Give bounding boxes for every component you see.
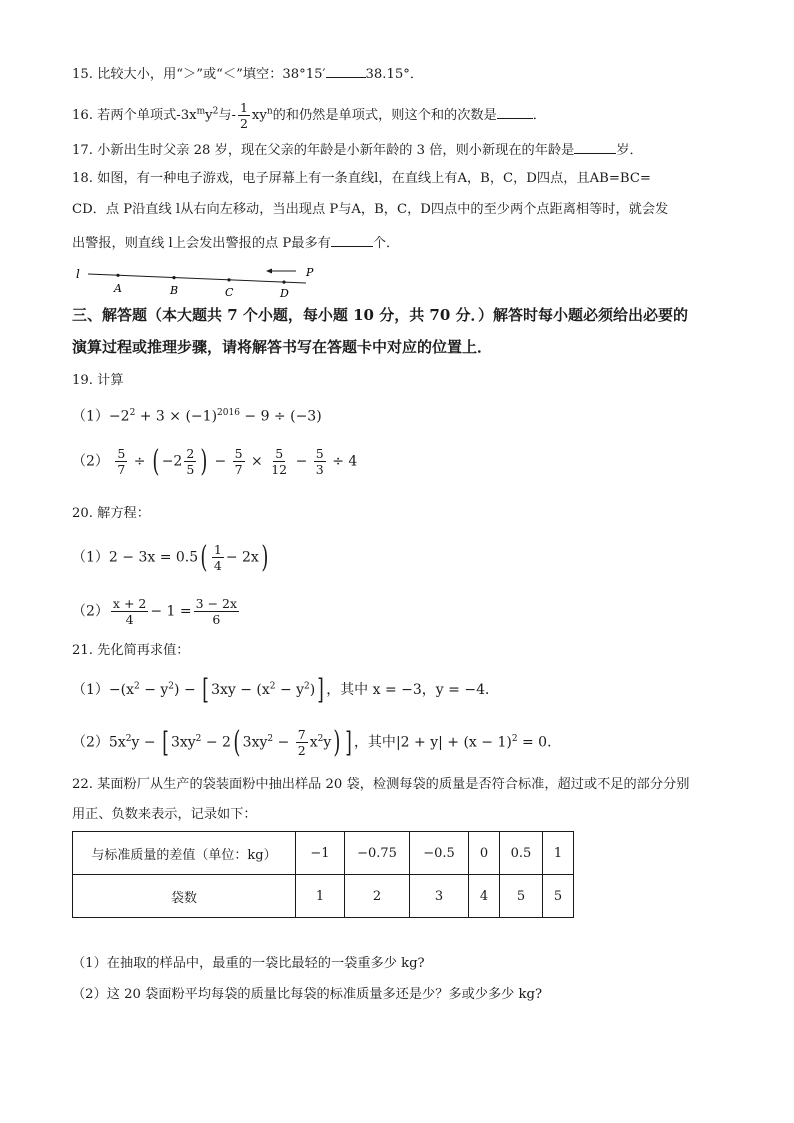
q16-text-6: ． <box>532 108 546 123</box>
q16-frac-num: 1 <box>239 100 248 115</box>
left-paren: ( <box>233 724 241 760</box>
question-17 <box>72 140 643 160</box>
right-paren: ) <box>333 724 341 760</box>
q20-p1-lhs: 2 − 3x = 0.5 <box>108 549 199 566</box>
q16-exp-m: m <box>196 106 206 117</box>
q19-p2-op2: − <box>214 453 227 470</box>
q15-answer-blank[interactable] <box>326 64 366 78</box>
q22-sub-1: （1）在抽取的样品中，最重的一袋比最轻的一袋重多少 kg? <box>72 956 425 971</box>
question-18-line-3 <box>72 233 399 253</box>
q18-answer-blank[interactable] <box>331 233 373 247</box>
q19-p1-b: + 3 × <box>135 408 186 425</box>
q19-p2-frac-5 <box>314 446 326 477</box>
q16-fraction <box>238 100 250 131</box>
q16-text-4: xy <box>251 108 267 123</box>
diff-cell: −1 <box>296 832 345 875</box>
q18-text-after: 个． <box>372 236 400 251</box>
q21-p2-cond3: = 0． <box>517 734 562 751</box>
right-bracket: ] <box>317 673 324 706</box>
q20-p1-frac <box>212 542 224 573</box>
q19-p2-frac-4 <box>269 446 289 477</box>
exp-2: 2 <box>168 681 175 692</box>
q21-p2-frac <box>296 727 308 758</box>
frac-num: 2 <box>186 446 195 461</box>
section-3-heading-line-2: 演算过程或推理步骤，请将解答书写在答题卡中对应的位置上． <box>72 338 493 356</box>
exp-2: 2 <box>511 733 518 744</box>
frac-den: 4 <box>125 612 134 627</box>
q16-answer-blank[interactable] <box>497 105 533 119</box>
q15-text: 15. 比较大小，用“＞”或“＜”填空：38°15′ <box>72 67 326 82</box>
left-paren: ( <box>200 539 208 575</box>
q19-p1-c: (−1) <box>185 408 218 425</box>
diff-cell: 0.5 <box>500 832 543 875</box>
count-cell: 5 <box>500 875 543 918</box>
q19-p1-a: −2 <box>108 408 130 425</box>
question-18-line-2: CD．点 P沿直线 l从右向左移动，当出现点 P与A，B，C，D四点中的至少两个点距离相等时，就会发 <box>72 202 669 217</box>
q19-p2-tail: ÷ 4 <box>332 453 358 470</box>
diff-cell: −0.5 <box>410 832 469 875</box>
frac-num: 5 <box>315 446 324 461</box>
arrow-head-icon <box>266 269 272 274</box>
q21-p2-c2: − <box>273 734 294 751</box>
q21-part-2 <box>72 724 562 760</box>
q16-text-2: y <box>205 108 213 123</box>
q19-p1-a-exp: 2 <box>129 408 136 418</box>
exp-2: 2 <box>317 733 324 744</box>
frac-den: 2 <box>297 743 306 758</box>
frac-num: 3 − 2x <box>195 596 238 611</box>
q19-p2-label: （2） <box>72 453 109 470</box>
exp-2: 2 <box>195 733 202 744</box>
q19-p1-d: − 9 ÷ (−3) <box>239 408 322 425</box>
q21-p2-b2: − 2 <box>201 734 231 751</box>
section-3-heading-line-1: 三、解答题（本大题共 7 个小题，每小题 10 分，共 70 分．）解答时每小题必须给出必要的 <box>72 306 689 324</box>
q19-p2-frac-1 <box>115 446 127 477</box>
question-20-title: 20. 解方程： <box>72 506 150 521</box>
q21-p2-cond2: |2 + y| + (x − 1) <box>395 734 512 751</box>
right-paren: ) <box>200 443 208 479</box>
frac-den: 3 <box>315 462 324 477</box>
q17-text-after: 岁． <box>616 143 643 158</box>
frac-num: 1 <box>213 542 222 557</box>
q19-part-1 <box>72 404 322 426</box>
q20-p2-label: （2） <box>72 603 109 620</box>
diff-cell: 0 <box>469 832 500 875</box>
diff-cell: 1 <box>543 832 574 875</box>
q20-part-1 <box>72 539 271 575</box>
frac-num: 5 <box>117 446 126 461</box>
q20-part-2 <box>72 596 241 627</box>
question-19-title: 19. 计算 <box>72 373 124 388</box>
q21-p1-b: − y <box>139 682 169 698</box>
q21-p2-cond1: ，其中 <box>353 734 396 751</box>
q21-p2-d2: y <box>323 734 332 751</box>
table-row <box>73 832 574 875</box>
q21-p2-a2: y − <box>131 734 161 751</box>
frac-den: 5 <box>186 462 195 477</box>
question-15 <box>72 64 423 84</box>
q21-p1-condition: ，其中 x = −3，y = −4． <box>326 682 499 698</box>
q21-p1-a: −(x <box>108 682 135 698</box>
count-cell: 4 <box>469 875 500 918</box>
question-16 <box>72 100 546 131</box>
q20-p2-frac-2 <box>194 596 239 627</box>
question-18-line-1: 18. 如图，有一种电子游戏，电子屏幕上有一条直线l，在直线上有A，B，C，D四点，且AB=BC= <box>72 171 651 186</box>
q20-p2-frac-1 <box>111 596 148 627</box>
q16-frac-den: 2 <box>239 116 248 131</box>
exp-2: 2 <box>304 681 310 692</box>
left-bracket: [ <box>162 725 169 759</box>
q19-p2-op3: × <box>251 453 263 470</box>
right-bracket: ] <box>345 725 352 759</box>
q16-text-5: 的和仍然是单项式，则这个和的次数是 <box>272 108 497 123</box>
label-p: P <box>306 266 314 279</box>
q21-p1-c: ) − <box>174 682 201 698</box>
q17-text: 17. 小新出生时父亲 28 岁，现在父亲的年龄是小新年龄的 3 倍，则小新现在的年龄是 <box>72 143 575 158</box>
q21-p2-d: x <box>309 734 318 751</box>
point-a <box>116 274 119 277</box>
frac-num: x + 2 <box>112 596 147 611</box>
q18-figure <box>70 262 330 298</box>
q19-part-2 <box>72 443 358 479</box>
q20-p2-mid: − 1 = <box>150 603 192 620</box>
point-b <box>172 276 175 279</box>
label-l: l <box>76 267 80 281</box>
q16-exp-n: n <box>266 106 273 117</box>
q21-p2-label: （2） <box>72 734 109 751</box>
q21-part-1 <box>72 673 499 706</box>
q21-p2-b: 3xy <box>170 734 196 751</box>
q21-p1-label: （1） <box>72 682 109 698</box>
count-cell: 1 <box>296 875 345 918</box>
diff-cell: −0.75 <box>345 832 410 875</box>
exp-2: 2 <box>134 681 140 692</box>
q19-p2-frac-2 <box>184 446 196 477</box>
question-21-title: 21. 先化简再求值： <box>72 643 190 658</box>
frac-den: 6 <box>212 612 221 627</box>
q15-text-after: 38.15°． <box>365 67 424 82</box>
table-row <box>73 875 574 918</box>
point-d <box>282 281 285 284</box>
q19-p2-op1: ÷ <box>133 453 146 470</box>
q19-p2-mixed-whole: −2 <box>161 453 183 470</box>
q19-p2-op4: − <box>295 453 308 470</box>
exp-2: 2 <box>269 681 276 692</box>
q22-sub-2: （2）这 20 袋面粉平均每袋的质量比每袋的标准质量多还是少？多或少多少 kg? <box>72 987 543 1002</box>
count-cell: 2 <box>345 875 410 918</box>
left-paren: ( <box>152 443 160 479</box>
frac-den: 7 <box>234 462 243 477</box>
frac-num: 7 <box>297 727 306 742</box>
frac-num: 5 <box>275 446 284 461</box>
q20-p1-rest: − 2x <box>225 549 259 566</box>
frac-den: 7 <box>117 462 126 477</box>
q18-text: 出警报，则直线 l上会发出警报的点 P最多有 <box>72 236 331 251</box>
frac-den: 4 <box>213 558 222 573</box>
question-22-line-1: 22. 某面粉厂从生产的袋装面粉中抽出样品 20 袋，检测每袋的质量是否符合标准，超过或不足的部分分别 <box>72 777 690 792</box>
q16-text-1: 16. 若两个单项式-3x <box>72 108 197 123</box>
question-22-line-2: 用正、负数来表示，记录如下： <box>72 807 257 822</box>
q19-p1-label: （1） <box>72 408 109 425</box>
q21-p1-inner2: − y <box>275 682 305 698</box>
q22-data-table <box>72 831 574 918</box>
left-bracket: [ <box>202 673 209 706</box>
count-cell: 3 <box>410 875 469 918</box>
exp-2: 2 <box>125 733 132 744</box>
q19-p2-frac-3 <box>233 446 245 477</box>
frac-den: 12 <box>271 462 288 477</box>
q19-p1-c-exp: 2016 <box>217 408 240 418</box>
exp-2: 2 <box>267 733 274 744</box>
q21-p2-c: 3xy <box>242 734 268 751</box>
label-a: A <box>114 282 122 295</box>
q21-p1-inner3: ) <box>309 682 316 698</box>
frac-num: 5 <box>234 446 243 461</box>
point-c <box>227 278 230 281</box>
q20-p1-label: （1） <box>72 549 109 566</box>
label-b: B <box>170 284 179 297</box>
row1-header: 与标准质量的差值（单位：kg） <box>73 832 296 875</box>
right-paren: ) <box>261 539 269 575</box>
label-d: D <box>280 287 289 298</box>
label-c: C <box>225 286 234 298</box>
q16-text-3: 与- <box>218 108 236 123</box>
q21-p1-inner1: 3xy − (x <box>211 682 270 698</box>
q16-exp-2: 2 <box>212 106 219 117</box>
q17-answer-blank[interactable] <box>574 140 616 154</box>
count-cell: 5 <box>543 875 574 918</box>
q21-p2-a: 5x <box>108 734 126 751</box>
row2-header: 袋数 <box>73 875 296 918</box>
